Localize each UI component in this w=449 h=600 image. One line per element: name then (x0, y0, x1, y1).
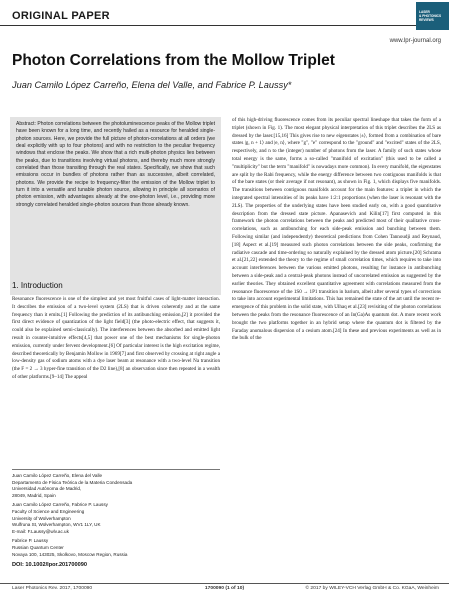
section-heading: 1. Introduction (12, 281, 63, 290)
intro-paragraph-2: of this high-driving fluorescence comes from its peculiar spectral lineshape that takes the form of a triplet (shown in Fig. 1). The most elegant physical interpretation of this triplet describes the 2LS as dressed by the laser.[15,16] This gives rise to new eigenstates |±⟩, formed from a combination of bare states |g, n + 1⟩ and |e, n⟩, where "g", "e" correspond to the "ground" and "excited" states of the 2LS, respectively, and n to the (integer) number of photons from the laser. A family of such states whose total energy is the same, forms a so-called "manifold of excitation" (this used to be called a "multiplicity" but the term "manifold" is nowadays more common). In every manifold, the eigenstates are split by the Rabi frequency, while the energy difference between two contiguous manifolds is that of the bare states (or their average if not resonant), as shown in Fig. 1, which displays five manifolds. The transitions between contiguous manifolds account for the main features: a triplet in which the integrated spectral intensities of its peaks have 1:2:1 proportions (when the laser is resonant with the 2LS). The properties of the underlying states have been studied early on, with a good quantitative description from the dressed state picture. Apanasevich and Kilin[17] first computed in this framework the photon correlations between the peaks and predicted most of their qualitative cross-correlations, such as antibunching for each side-peak emission and bunching between them. Following similar (and independently) theoretical predictions from Cohen Tannoudji and Reynaud,[18] Aspect et al.[19] measured such photon correlations between the side peaks, confirming the radiative cascade and time-ordering so naturally explained by the dressed atom picture.[20] Schrama et al.[21,22] extended the theory to the regime of small correlation times, which requires to take into account interferences between the various emitted photons, resulting for instance in antibunching between a side-peak and a central-peak photons instead of uncorrelated emission as suggested by the earlier theories. They obtained excellent quantitative agreement with correlations measured from the resonance fluorescence of the 1S0 → 1P1 transition in barium, albeit after several types of corrections to take into account experimental limitations. This has remained the state of the art until the recent re-emergence of this problem in the solid state, with Ulhaq et al.[23] revisiting of the photon correlations between the peaks from the resonance fluorescence of an In(Ga)As quantum dot. A more recent work brought the two platforms together in an hybrid setup where the quantum dot is filtered by the Faraday anomalous dispersion of a cesium atom.[24] In these and previous experiments as well as in the bulk of the (232, 117, 441, 342)
header-rule (0, 25, 416, 26)
affiliation-line: Faculty of Science and Engineering (12, 508, 85, 514)
paper-type-label: ORIGINAL PAPER (12, 10, 110, 22)
affiliations-block (12, 473, 220, 558)
affiliation-line: Fabrice P. Laussy (12, 538, 49, 544)
affiliation-line: University of Wolverhampton (12, 515, 71, 521)
affiliation-line: Juan Camilo López Carreño, Elena del Valle (12, 473, 103, 478)
affiliation-line: Universidad Autónoma de Madrid, (12, 486, 82, 492)
journal-url[interactable]: www.lpr-journal.org (389, 38, 441, 44)
logo-line-1: LASER (419, 10, 430, 14)
author-list: Juan Camilo López Carreño, Elena del Valle, and Fabrice P. Laussy* (12, 80, 292, 90)
affiliation-line: 28049, Madrid, Spain (12, 492, 56, 498)
logo-line-2: & PHOTONICS (419, 14, 442, 18)
email-link[interactable]: E-mail: F.Laussy@wlv.ac.uk (12, 528, 69, 534)
footer-citation: Laser Photonics Rev. 2017, 1700090 (12, 586, 93, 591)
affiliation-line: Departamento de Física Teórica de la Materia Condensada (12, 479, 133, 485)
footer-copyright: © 2017 by WILEY-VCH Verlag GmbH & Co. KGaA, Weinheim (305, 586, 439, 591)
affiliation-line: Russian Quantum Center (12, 544, 64, 550)
paper-title: Photon Correlations from the Mollow Triplet (12, 52, 335, 69)
footer-page-number: 1700090 (1 of 10) (204, 586, 245, 591)
affiliation-line: Wulfruna St, Wolverhampton, WV1 1LY, UK (12, 522, 101, 528)
intro-paragraph-1: Resonance fluorescence is one of the simplest and yet most fruitful cases of light-matter interaction. It describes the emission of a two-level system (2LS) that is driven coherently and at the same frequency than it emits.[1] Following the prediction of its antibunching emission,[2] it provided the first direct evidence of quantization of the light field[3] (the photo-electric effect, that suggests it, could also be explained semi-classically). The interferences between the absorbed and emitted light result in counter-intuitive effects[4,5] that power one of the best mechanisms for single-photon emission, currently under fervent development.[6] Of particular interest is the high excitation regime, described theoretically by Benjamin Mollow in 1969[7] and first observed by crossing at right angle a low-density gas of sodium atoms with a dye laser beam at resonance with a two-level Na transition (the F = 2 → 3 hyper-fine transition of the D2 line),[8] an observation since then repeated in a wealth of other platforms.[9–14] The appeal (12, 296, 220, 380)
intro-left-column (12, 296, 220, 466)
affiliation-line: Novaya 100, 143025, Skolkovo, Moscow Region, Russia (12, 551, 128, 557)
intro-right-column (232, 117, 441, 575)
affiliation-line: Juan Camilo López Carreño, Fabrice P. Laussy (12, 502, 108, 508)
doi-link[interactable]: DOI: 10.1002/lpor.201700090 (12, 562, 87, 568)
journal-header (0, 0, 449, 50)
journal-logo (416, 2, 449, 30)
affiliation-divider (12, 469, 220, 470)
abstract-box: Abstract: Photon correlations between the photoluminescence peaks of the Mollow triplet have been known for a long time, and recently hailed as a resource for heralded single-photon sources. Here, we provide the full picture of photon-correlations at all orders (we deal explicitly with up to four photons) and with no restriction to the peculiar frequency windows that enclose the peaks. We show that a rich multi-photon physics lies between the peaks, due to transitions involving virtual photons, and thereby much more strongly correlated than those transiting through the real states. Specifically, we show that such emissions occur in bundles of photons rather than as successive, albeit correlated, photons. We provide the recipe to frequency-filter the emission of the Mollow triplet to turn it into a versatile and tunable photon source, allowing in principle all scenarios of photon emission, with advantages already at the one-photon level, i.e., providing more strongly correlated heralded single-photon sources than those already known. (10, 117, 221, 295)
footer-rule (0, 583, 449, 584)
logo-line-3: REVIEWS (419, 18, 434, 22)
